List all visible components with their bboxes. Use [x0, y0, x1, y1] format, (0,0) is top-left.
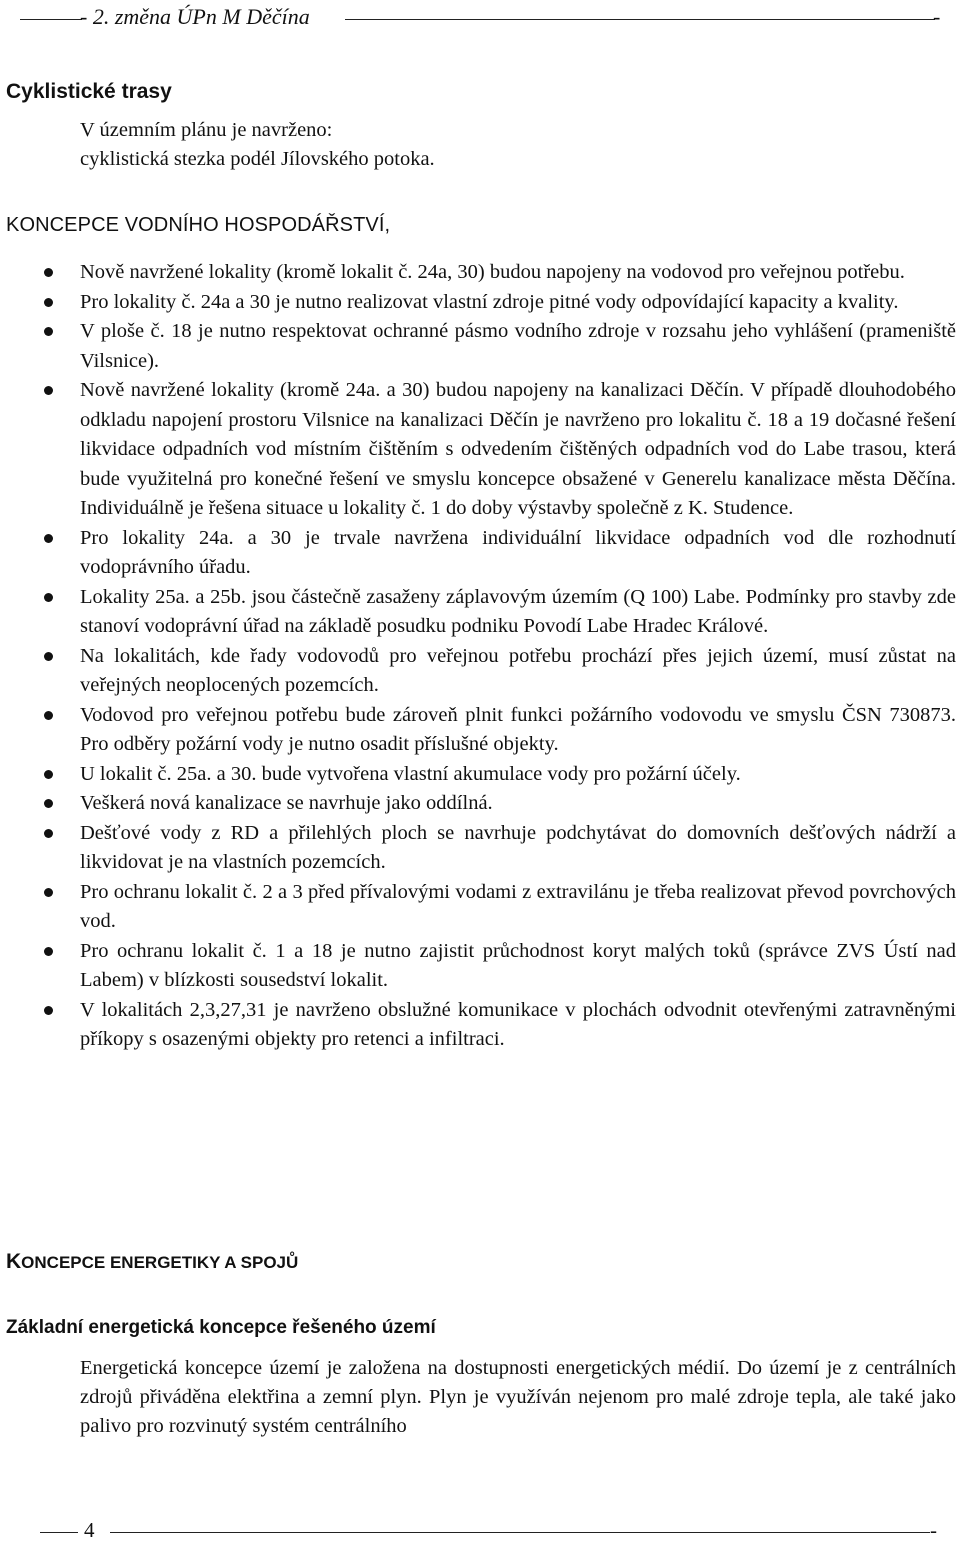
header-title-text: 2. změna ÚPn M Děčína [92, 4, 310, 29]
header-rule-left [20, 19, 82, 20]
list-item: Veškerá nová kanalizace se navrhuje jako oddílná. [0, 789, 960, 819]
page-header [0, 2, 960, 32]
page-footer [0, 1510, 960, 1545]
bullet-icon [44, 888, 53, 897]
bullet-icon [44, 947, 53, 956]
document-title [80, 4, 310, 30]
list-item: Nově navržené lokality (kromě 24a. a 30) budou napojeny na kanalizaci Děčín. V případě dlouhodobého odkladu napojení prostoru Vilsnice na kanalizaci Děčín je navrženo pro lokalitu č. 18 a 19 dočasné řešení likvidace odpadních vod místním čištěním s odvedením čištěných odpadních vod do Labe trasou, která bude využitelná pro konečné řešení ve smyslu koncepce obsažené v Generelu kanalizace města Děčína. Individuálně je řešena situace u lokality č. 1 do doby výstavby společně z K. Studence. [0, 376, 960, 524]
footer-end-dash: - [930, 1518, 937, 1542]
cycle-line: cyklistická stezka podél Jílovského potoka. [80, 148, 435, 170]
bullet-icon [44, 711, 53, 720]
footer-rule-left [40, 1532, 78, 1533]
energy-heading-initial: K [6, 1250, 22, 1273]
bullet-icon [44, 1006, 53, 1015]
list-item: Pro ochranu lokalit č. 2 a 3 před přívalovými vodami z extravilánu je třeba realizovat převod povrchových vod. [0, 878, 960, 937]
bullet-icon [44, 268, 53, 277]
cycle-routes-heading: Cyklistické trasy [6, 80, 172, 103]
bullet-icon [44, 770, 53, 779]
list-item: Pro lokality 24a. a 30 je trvale navržena individuální likvidace odpadních vod dle rozhodnutí vodoprávního úřadu. [0, 524, 960, 583]
page-number: 4 [84, 1518, 95, 1542]
list-item: U lokalit č. 25a. a 30. bude vytvořena vlastní akumulace vody pro požární účely. [0, 760, 960, 790]
bullet-icon [44, 534, 53, 543]
energy-heading-rest: ONCEPCE ENERGETIKY A SPOJŮ [21, 1253, 299, 1272]
list-item: Pro lokality č. 24a a 30 je nutno realizovat vlastní zdroje pitné vody odpovídající kapacity a kvality. [0, 288, 960, 318]
list-item: Na lokalitách, kde řady vodovodů pro veřejnou potřebu prochází přes jejich území, musí zůstat na veřejných neoplocených pozemcích. [0, 642, 960, 701]
bullet-icon [44, 829, 53, 838]
energy-concept-heading [6, 1250, 298, 1274]
water-management-heading: KONCEPCE VODNÍHO HOSPODÁŘSTVÍ, [6, 214, 391, 236]
cycle-routes-text [80, 116, 956, 174]
list-item: Nově navržené lokality (kromě lokalit č. 24a, 30) budou napojeny na vodovod pro veřejnou potřebu. [0, 258, 960, 288]
header-dash: - [80, 4, 88, 29]
bullet-icon [44, 298, 53, 307]
bullet-icon [44, 652, 53, 661]
list-item: Vodovod pro veřejnou potřebu bude zároveň plnit funkci požárního vodovodu ve smyslu ČSN 730873. Pro odběry požární vody je nutno osadit příslušné objekty. [0, 701, 960, 760]
header-rule-right [345, 19, 935, 20]
bullet-icon [44, 593, 53, 602]
water-bullet-list [0, 258, 960, 1055]
energy-subheading: Základní energetická koncepce řešeného území [6, 1317, 436, 1338]
list-item: V ploše č. 18 je nutno respektovat ochranné pásmo vodního zdroje v rozsahu jeho vyhlášení (prameniště Vilsnice). [0, 317, 960, 376]
energy-paragraph: Energetická koncepce území je založena na dostupnosti energetických médií. Do území je z centrálních zdrojů přiváděna elektřina a zemní plyn. Plyn je využíván nejenom pro malé zdroje tepla, ale také jako palivo pro rozvinutý systém centrálního [80, 1357, 956, 1437]
bullet-icon [44, 386, 53, 395]
list-item: Lokality 25a. a 25b. jsou částečně zasaženy záplavovým územím (Q 100) Labe. Podmínky pro stavby zde stanoví vodoprávní úřad na základě posudku podniku Povodí Labe Hradec Králové. [0, 583, 960, 642]
bullet-icon [44, 799, 53, 808]
list-item: Pro ochranu lokalit č. 1 a 18 je nutno zajistit průchodnost koryt malých toků (správce ZVS Ústí nad Labem) v blízkosti sousedství lokalit. [0, 937, 960, 996]
list-item: Dešťové vody z RD a přilehlých ploch se navrhuje podchytávat do domovních dešťových nádrží a likvidovat je na vlastních pozemcích. [0, 819, 960, 878]
bullet-icon [44, 327, 53, 336]
cycle-line: V územním plánu je navrženo: [80, 119, 333, 141]
list-item: V lokalitách 2,3,27,31 je navrženo obslužné komunikace v plochách odvodnit otevřenými zatravněnými příkopy s osazenými objekty pro retenci a infiltraci. [0, 996, 960, 1055]
footer-rule-right [110, 1532, 930, 1533]
header-end-dash: - [933, 4, 941, 29]
